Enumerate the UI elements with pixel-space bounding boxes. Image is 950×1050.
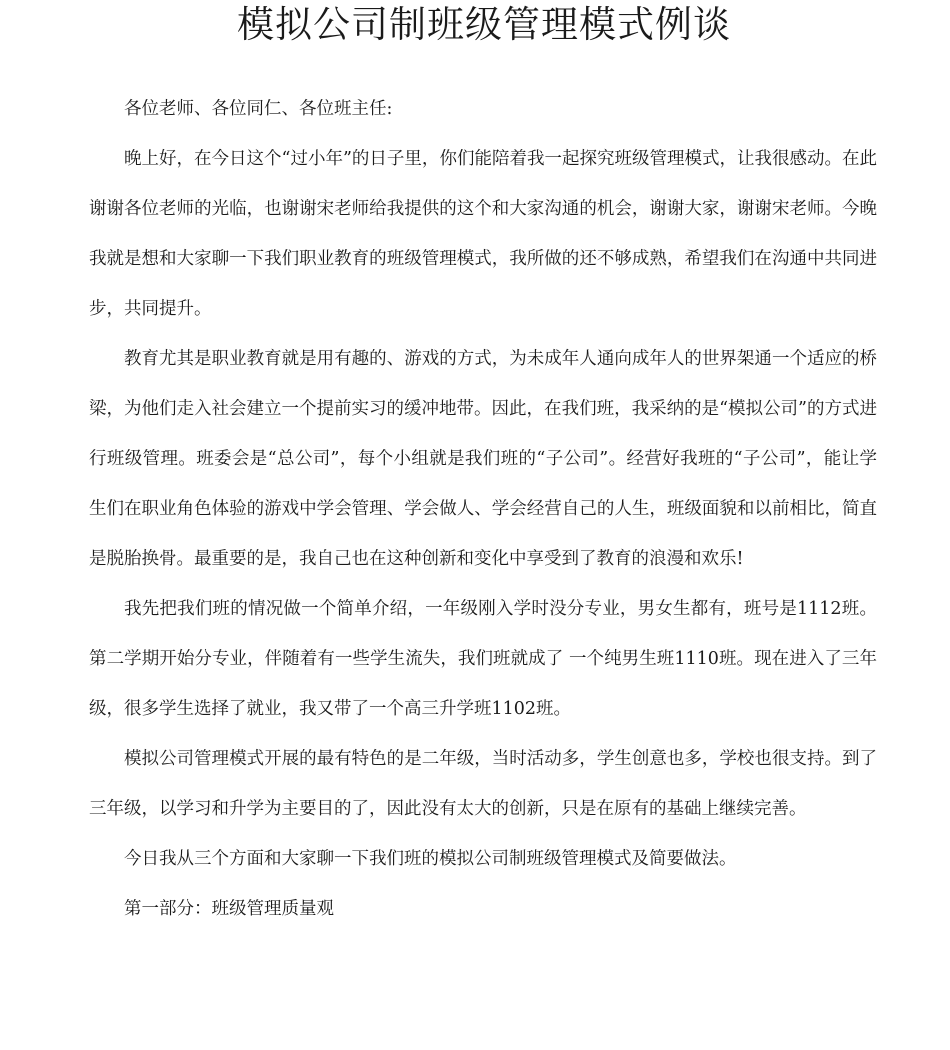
paragraph-greeting: 各位老师、各位同仁、各位班主任:: [124, 99, 393, 119]
paragraph-class-intro: 我先把我们班的情况做一个简单介绍，一年级刚入学时没分专业，男女生都有，班号是1112班。第二学期开始分专业，伴随着有一些学生流失，我们班就成了 一个纯男生班1110班。现在进入了三年级，很多学生选择了就业，我又带了一个高三升学班1102班。: [89, 599, 877, 719]
document-body: [89, 84, 877, 934]
paragraph-philosophy: 教育尤其是职业教育就是用有趣的、游戏的方式，为未成年人通向成年人的世界架通一个适应的桥梁，为他们走入社会建立一个提前实习的缓冲地带。因此，在我们班，我采纳的是“模拟公司”的方式进行班级管理。班委会是“总公司”，每个小组就是我们班的“子公司”。经营好我班的“子公司”，能让学生们在职业角色体验的游戏中学会管理、学会做人、学会经营自己的人生，班级面貌和以前相比，简直是脱胎换骨。最重要的是，我自己也在这种创新和变化中享受到了教育的浪漫和欢乐!: [89, 349, 877, 569]
paragraph-outline: 今日我从三个方面和大家聊一下我们班的模拟公司制班级管理模式及简要做法。: [124, 849, 737, 869]
document-title: 模拟公司制班级管理模式例谈: [237, 3, 731, 46]
paragraph-features: 模拟公司管理模式开展的最有特色的是二年级，当时活动多，学生创意也多，学校也很支持。到了三年级，以学习和升学为主要目的了，因此没有太大的创新，只是在原有的基础上继续完善。: [89, 749, 877, 819]
paragraph-opening: 晚上好，在今日这个“过小年”的日子里，你们能陪着我一起探究班级管理模式，让我很感动。在此谢谢各位老师的光临，也谢谢宋老师给我提供的这个和大家沟通的机会，谢谢大家，谢谢宋老师。今晚我就是想和大家聊一下我们职业教育的班级管理模式，我所做的还不够成熟，希望我们在沟通中共同进步，共同提升。: [89, 149, 877, 319]
section-heading-part-one: 第一部分：班级管理质量观: [124, 899, 334, 919]
